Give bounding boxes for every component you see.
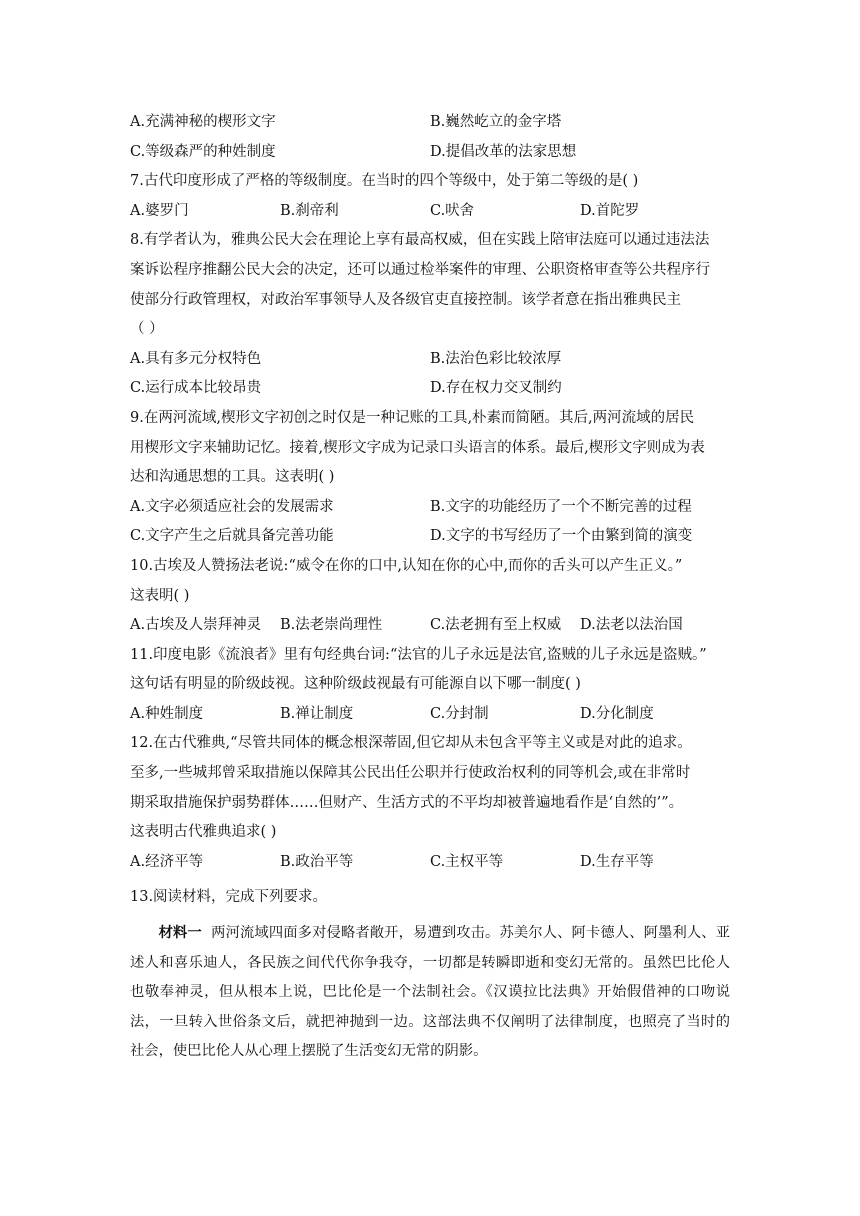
q9-stem-line: 达和沟通思想的工具。这表明( ): [130, 469, 335, 486]
q9-stem-line: 9.在两河流域,楔形文字初创之时仅是一种记账的工具,朴素而简陋。其后,两河流域的居民: [130, 409, 695, 426]
q7-option-d[interactable]: D.首陀罗: [580, 202, 640, 219]
q9-options-row2: [130, 522, 730, 552]
q12-option-a[interactable]: A.经济平等: [130, 853, 204, 870]
q12-option-d[interactable]: D.生存平等: [580, 853, 654, 870]
q9-option-c[interactable]: C.文字产生之后就具备完善功能: [130, 528, 334, 545]
q8-option-c[interactable]: C.运行成本比较昂贵: [130, 380, 262, 397]
q7-option-c[interactable]: C.吠舍: [430, 202, 475, 219]
q8-option-b[interactable]: B.法治色彩比较浓厚: [430, 350, 562, 367]
q10-stem-line: 这表明( ): [130, 587, 190, 604]
q9-stem-line: 用楔形文字来辅助记忆。接着,楔形文字成为记录口头语言的体系。最后,楔形文字则成为表: [130, 439, 705, 456]
q10-option-d[interactable]: D.法老以法治国: [580, 617, 683, 634]
q11-stem-line: 这句话有明显的阶级歧视。这种阶级歧视最有可能源自以下哪一制度( ): [130, 676, 581, 693]
q13-stem: 13.阅读材料，完成下列要求。: [130, 889, 328, 906]
q12-stem-line: 至多,一些城邦曾采取措施以保障其公民出任公职并行使政治权利的同等机会,或在非常时: [130, 765, 691, 782]
q9-option-d[interactable]: D.文字的书写经历了一个由繁到简的演变: [430, 528, 693, 545]
q10-option-c[interactable]: C.法老拥有至上权威: [430, 617, 562, 634]
q10-option-b[interactable]: B.法老崇尚理性: [280, 617, 383, 634]
q13-material-label: 材料一: [158, 925, 202, 942]
q12-stem-line: 这表明古代雅典追求( ): [130, 824, 277, 841]
q12-stem-line: 12.在古代雅典,“尽管共同体的概念根深蒂固,但它却从未包含平等主义或是对此的追求。: [130, 735, 692, 752]
q13-material-text: 两河流域四面多对侵略者敞开，易遭到攻击。苏美尔人、阿卡德人、阿墨利人、亚述人和喜乐迪人，各民族之间代代你争我夺，一切都是转瞬即逝和变幻无常的。虽然巴比伦人也敬奉神灵，但从根本上说，巴比伦是一个法制社会。《汉谟拉比法典》开始假借神的口吻说法，一旦转入世俗条文后，就把神抛到一边。这部法典不仅阐明了法律制度，也照亮了当时的社会，使巴比伦人从心理上摆脱了生活变幻无常的阴影。: [130, 925, 730, 1060]
q7-option-b[interactable]: B.刹帝利: [280, 202, 339, 219]
q7-stem: 7.古代印度形成了严格的等级制度。在当时的四个等级中，处于第二等级的是( ): [130, 173, 639, 190]
q8-stem-line: 使部分行政管理权，对政治军事领导人及各级官吏直接控制。该学者意在指出雅典民主: [130, 291, 681, 308]
q8-options-row1: [130, 345, 730, 375]
q11-option-a[interactable]: A.种姓制度: [130, 705, 204, 722]
q9-option-b[interactable]: B.文字的功能经历了一个不断完善的过程: [430, 498, 692, 515]
q11-options: [130, 700, 730, 730]
q11-option-c[interactable]: C.分封制: [430, 705, 489, 722]
q7-options: [130, 197, 730, 227]
q8-options-row2: [130, 374, 730, 404]
q12-option-c[interactable]: C.主权平等: [430, 853, 504, 870]
q8-option-a[interactable]: A.具有多元分权特色: [130, 350, 262, 367]
q6-options-row2: [130, 138, 730, 168]
q6-options-row1: [130, 108, 730, 138]
q8-stem-line: 案诉讼程序推翻公民大会的决定，还可以通过检举案件的审理、公职资格审查等公共程序行: [130, 261, 710, 278]
q6-option-d[interactable]: D.提倡改革的法家思想: [430, 143, 577, 160]
q12-options: [130, 848, 730, 878]
q6-option-b[interactable]: B.巍然屹立的金字塔: [430, 114, 562, 130]
exam-page: [130, 108, 730, 1067]
q8-answer-blank: （ ）: [130, 321, 164, 338]
q12-option-b[interactable]: B.政治平等: [280, 853, 354, 870]
q10-stem-line: 10.古埃及人赞扬法老说:“威令在你的口中,认知在你的心中,而你的舌头可以产生正义。”: [130, 557, 683, 574]
q7-option-a[interactable]: A.婆罗门: [130, 202, 189, 219]
q13-material-one: [130, 919, 730, 1067]
q11-stem-line: 11.印度电影《流浪者》里有句经典台词:“法官的儿子永远是法官,盗贼的儿子永远是盗贼。”: [130, 646, 707, 663]
q9-option-a[interactable]: A.文字必须适应社会的发展需求: [130, 498, 334, 515]
q11-option-d[interactable]: D.分化制度: [580, 705, 654, 722]
q10-option-a[interactable]: A.古埃及人崇拜神灵: [130, 617, 262, 634]
q6-option-a[interactable]: A.充满神秘的楔形文字: [130, 114, 276, 130]
q10-options: [130, 611, 730, 641]
q11-option-b[interactable]: B.禅让制度: [280, 705, 354, 722]
q8-stem-line: 8.有学者认为，雅典公民大会在理论上享有最高权威，但在实践上陪审法庭可以通过违法法: [130, 232, 710, 249]
q9-options-row1: [130, 493, 730, 523]
q6-option-c[interactable]: C.等级森严的种姓制度: [130, 143, 276, 160]
q12-stem-line: 期采取措施保护弱势群体……但财产、生活方式的不平均却被普遍地看作是‘自然的’”。: [130, 794, 684, 811]
q8-option-d[interactable]: D.存在权力交叉制约: [430, 380, 562, 397]
